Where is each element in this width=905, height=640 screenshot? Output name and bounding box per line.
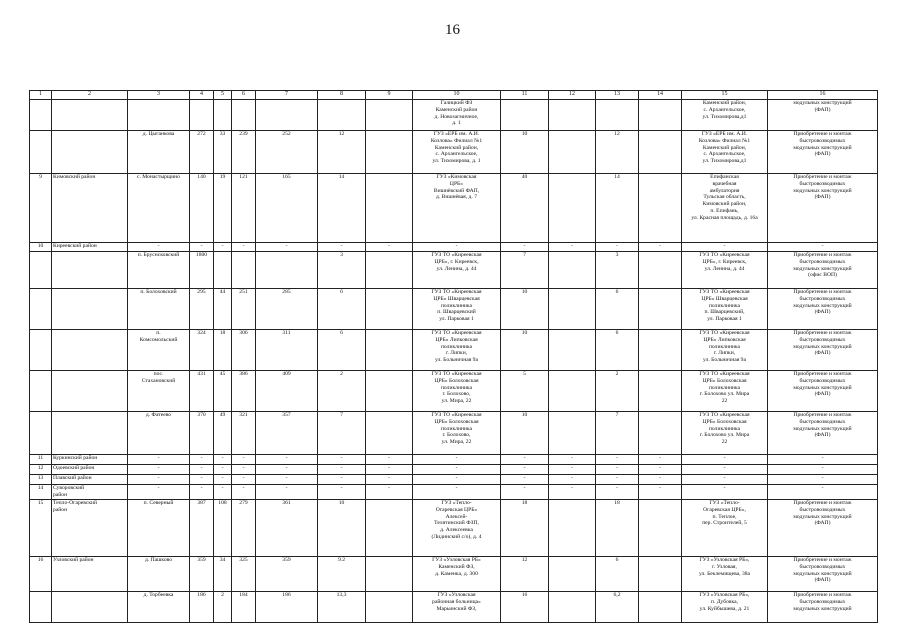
table-cell: 12 xyxy=(30,465,52,475)
table-cell: 272 xyxy=(190,131,214,174)
table-cell: Приобретение и монтаж быстровозводимых модульных конструкций xyxy=(768,592,878,623)
table-cell: - xyxy=(366,485,413,500)
page-number: 16 xyxy=(445,22,460,38)
table-cell: 306 xyxy=(232,330,256,371)
table-cell: 7 xyxy=(596,412,639,455)
table-cell xyxy=(52,592,128,623)
table-cell: 325 xyxy=(232,557,256,592)
table-cell: д. Торбеевка xyxy=(128,592,190,623)
table-cell xyxy=(52,330,128,371)
table-row xyxy=(30,500,878,557)
table-cell: - xyxy=(128,243,190,252)
table-cell: п. Бруснсковский xyxy=(128,252,190,289)
table-cell xyxy=(232,100,256,131)
table-cell: ГУЗ ТО «Киреевская ЦРБ» Болоховская поликлиника г. Болохово, ул. Мира, 22 xyxy=(413,371,501,412)
table-cell: д. Фатеево xyxy=(128,412,190,455)
table-cell: - xyxy=(190,455,214,465)
column-header: 13 xyxy=(596,91,639,100)
table-cell: - xyxy=(413,485,501,500)
table-cell: 33 xyxy=(214,131,232,174)
table-cell: - xyxy=(682,475,768,485)
table-cell: ГУЗ ТО «Киреевская ЦРБ», г. Киреевск, ул. Ленина, д. 44 xyxy=(682,252,768,289)
column-header: 9 xyxy=(366,91,413,100)
table-cell: 431 xyxy=(190,371,214,412)
table-cell: Приобретение и монтаж быстровозводимых модульных конструкций (ФАП) xyxy=(768,371,878,412)
table-cell xyxy=(639,289,682,330)
table-cell: - xyxy=(639,485,682,500)
table-cell: - xyxy=(318,455,366,465)
table-cell: - xyxy=(682,485,768,500)
table-cell: 239 xyxy=(232,131,256,174)
table-cell: 10 xyxy=(501,412,549,455)
table-cell xyxy=(52,131,128,174)
table-cell: 10 xyxy=(501,289,549,330)
table-cell: - xyxy=(214,455,232,465)
table-cell: - xyxy=(596,455,639,465)
table-cell: 409 xyxy=(256,371,318,412)
table-cell: - xyxy=(232,243,256,252)
table-cell: пос. Стахановский xyxy=(128,371,190,412)
table-cell xyxy=(639,131,682,174)
table-cell: - xyxy=(128,465,190,475)
table-cell: 2 xyxy=(318,371,366,412)
table-cell: - xyxy=(413,465,501,475)
table-cell: - xyxy=(256,465,318,475)
table-row xyxy=(30,289,878,330)
table-cell: - xyxy=(190,465,214,475)
table-cell: с. Монастырщино xyxy=(128,174,190,243)
table-cell: ГУЗ ТО «Киреевская ЦРБ» Болоховская поликлиника г. Болохово ул. Мира 22 xyxy=(682,371,768,412)
table-cell xyxy=(549,174,596,243)
table-cell: Узловский район xyxy=(52,557,128,592)
table-cell: ГУЗ ТО «Киреевская ЦРБ» Болоховская поликлиника г. Болохово, ул. Мира, 22 xyxy=(413,412,501,455)
table-cell xyxy=(214,100,232,131)
table-cell: 10 xyxy=(501,131,549,174)
table-row xyxy=(30,465,878,475)
table-row xyxy=(30,100,878,131)
table-cell: п. Комсомольский xyxy=(128,330,190,371)
table-cell: - xyxy=(214,475,232,485)
table-cell: - xyxy=(214,465,232,475)
column-header: 14 xyxy=(639,91,682,100)
table-cell: - xyxy=(256,455,318,465)
table-cell: Приобретение и монтаж быстровозводимых модульных конструкций (ФАП) xyxy=(768,500,878,557)
table-cell: 14 xyxy=(318,174,366,243)
table-cell xyxy=(256,100,318,131)
table-cell: Каменский район, с. Архангельское, ул. Тихомирова,д1 xyxy=(682,100,768,131)
table-cell xyxy=(366,252,413,289)
table-cell: 359 xyxy=(190,557,214,592)
table-cell: 295 xyxy=(190,289,214,330)
table-cell: Киреевский район xyxy=(52,243,128,252)
table-cell: - xyxy=(639,465,682,475)
table-cell xyxy=(639,500,682,557)
table-cell: 19 xyxy=(214,174,232,243)
table-cell: - xyxy=(549,465,596,475)
table-row xyxy=(30,371,878,412)
table-cell: - xyxy=(256,243,318,252)
table-cell: - xyxy=(413,475,501,485)
table-row xyxy=(30,412,878,455)
table-cell: 40 xyxy=(501,174,549,243)
table-cell: - xyxy=(318,243,366,252)
table-cell xyxy=(128,100,190,131)
table-cell: Приобретение и монтаж быстровозводимых модульных конструкций (ФАП) xyxy=(768,131,878,174)
table-row xyxy=(30,174,878,243)
table-cell: Плавский район xyxy=(52,475,128,485)
table-cell: - xyxy=(768,465,878,475)
table-cell: 370 xyxy=(190,412,214,455)
column-header: 15 xyxy=(682,91,768,100)
table-row xyxy=(30,330,878,371)
table-cell: ГУЗ ТО «Киреевская ЦРБ» Липковская поликлиника г. Липки, ул. Больничная 9а xyxy=(682,330,768,371)
table-cell: Приобретение и монтаж быстровозводимых модульных конструкций (ФАП) xyxy=(768,289,878,330)
table-cell xyxy=(30,131,52,174)
table-cell: 12 xyxy=(501,557,549,592)
table-cell xyxy=(366,412,413,455)
table-cell: 49 xyxy=(214,412,232,455)
table-cell: 324 xyxy=(190,330,214,371)
table-cell xyxy=(366,100,413,131)
table-cell xyxy=(639,330,682,371)
table-cell xyxy=(52,412,128,455)
table-cell: - xyxy=(128,455,190,465)
table-cell: 6 xyxy=(596,330,639,371)
table-cell xyxy=(639,252,682,289)
table-cell: - xyxy=(501,485,549,500)
table-cell xyxy=(366,500,413,557)
table-cell: ГУЗ ТО «Киреевская ЦРБ» Шварцевская поликлиника п. Шварцевский ул. Парковая 1 xyxy=(413,289,501,330)
table-cell: 311 xyxy=(256,330,318,371)
table-cell xyxy=(366,330,413,371)
table-cell: 2 xyxy=(214,592,232,623)
table-cell xyxy=(366,131,413,174)
table-cell: Одоевский район xyxy=(52,465,128,475)
table-cell: ГУЗ ТО «Киреевская ЦРБ», г. Киреевск, ул. Ленина, д. 44 xyxy=(413,252,501,289)
table-cell: 6 xyxy=(318,330,366,371)
table-row xyxy=(30,243,878,252)
table-cell: - xyxy=(232,475,256,485)
table-cell xyxy=(549,100,596,131)
table-cell: 285 xyxy=(256,289,318,330)
table-cell xyxy=(232,252,256,289)
table-cell: - xyxy=(549,455,596,465)
table-cell xyxy=(501,100,549,131)
column-header: 12 xyxy=(549,91,596,100)
table-cell: - xyxy=(366,475,413,485)
table-cell: - xyxy=(596,475,639,485)
table-cell: 6 xyxy=(596,557,639,592)
table-cell: - xyxy=(596,485,639,500)
table-cell: 9.2 xyxy=(318,557,366,592)
table-cell: 13,3 xyxy=(318,592,366,623)
table-cell: 386 xyxy=(232,371,256,412)
column-header: 6 xyxy=(232,91,256,100)
table-cell xyxy=(52,252,128,289)
table-cell: - xyxy=(768,243,878,252)
table-cell: - xyxy=(128,475,190,485)
table-cell xyxy=(30,592,52,623)
table-cell: ГУЗ «Кимовская ЦРБ» Вишнёвский ФАП, д. Вишнёвая, д. 7 xyxy=(413,174,501,243)
table-row xyxy=(30,252,878,289)
table-cell: - xyxy=(232,485,256,500)
table-cell: 16 xyxy=(30,557,52,592)
table-cell: - xyxy=(214,485,232,500)
table-cell: 18 xyxy=(501,500,549,557)
table-cell: п. Северный xyxy=(128,500,190,557)
table-cell: д. Пашково xyxy=(128,557,190,592)
table-cell: 1800 xyxy=(190,252,214,289)
table-cell: - xyxy=(366,243,413,252)
table-cell: 359 xyxy=(256,557,318,592)
table-cell: 108 xyxy=(214,500,232,557)
table-cell: 16 xyxy=(501,592,549,623)
table-cell: Куркинский район xyxy=(52,455,128,465)
table-cell: - xyxy=(318,485,366,500)
table-cell: модульных конструкций (ФАП) xyxy=(768,100,878,131)
table-cell: 10 xyxy=(30,243,52,252)
table-cell: ГУЗ ТО «Киреевская ЦРБ» Шварцевская поликлиника п. Шварцевский, ул. Парковая 1 xyxy=(682,289,768,330)
table-cell xyxy=(30,100,52,131)
table-cell: 3 xyxy=(596,252,639,289)
table-cell: - xyxy=(768,475,878,485)
header-row xyxy=(30,91,878,100)
table-cell: - xyxy=(596,465,639,475)
column-header: 8 xyxy=(318,91,366,100)
table-cell xyxy=(52,371,128,412)
table-cell: 18 xyxy=(214,330,232,371)
table-cell xyxy=(549,557,596,592)
table-cell: 6 xyxy=(318,289,366,330)
table-cell: - xyxy=(214,243,232,252)
table-cell: Приобретение и монтаж быстровозводимых модульных конструкций (ФАП) xyxy=(768,330,878,371)
table-cell: - xyxy=(232,465,256,475)
table-cell: 387 xyxy=(190,500,214,557)
table-cell: - xyxy=(501,455,549,465)
table-cell: - xyxy=(596,243,639,252)
table-cell: 140 xyxy=(190,174,214,243)
table-cell: ГУЗ ТО «Киреевская ЦРБ» Болоховская поликлиника г. Болохово ул. Мира 22 xyxy=(682,412,768,455)
table-cell: 10 xyxy=(318,500,366,557)
table-cell: 184 xyxy=(232,592,256,623)
table-cell xyxy=(256,252,318,289)
table-cell: - xyxy=(639,243,682,252)
table-cell xyxy=(366,592,413,623)
table-cell: п. Болоховский xyxy=(128,289,190,330)
table-cell xyxy=(30,252,52,289)
table-cell: - xyxy=(549,243,596,252)
table-cell: ГУЗ «Узловская РБ», п. Дубовка, ул. Куйбышева, д. 21 xyxy=(682,592,768,623)
table-cell xyxy=(366,557,413,592)
table-cell: 251 xyxy=(232,289,256,330)
table-cell: 2 xyxy=(596,371,639,412)
table-cell: 18 xyxy=(596,500,639,557)
table-cell: - xyxy=(768,455,878,465)
table-cell: Кимовский район xyxy=(52,174,128,243)
table-cell: 361 xyxy=(256,500,318,557)
column-header: 4 xyxy=(190,91,214,100)
table-cell xyxy=(639,371,682,412)
table-cell xyxy=(30,371,52,412)
table-cell: - xyxy=(318,475,366,485)
table-cell: Приобретение и монтаж быстровозводимых модульных конструкций (ФАП) xyxy=(768,174,878,243)
table-cell xyxy=(549,252,596,289)
table-cell: ГУЗ «Тепло- Огаревская ЦРБ», п. Теплое, пер. Строителей, 5 xyxy=(682,500,768,557)
table-cell: - xyxy=(682,465,768,475)
table-cell: - xyxy=(366,455,413,465)
table-cell: - xyxy=(190,485,214,500)
table-cell: Приобретение и монтаж быстровозводимых модульных конструкций (ФАП) xyxy=(768,557,878,592)
column-header: 5 xyxy=(214,91,232,100)
table-cell xyxy=(30,330,52,371)
table-cell xyxy=(639,100,682,131)
table-cell: 357 xyxy=(256,412,318,455)
table-cell: Галицкий ФЗ Каменский район д. Новозагмичное, д. 1 xyxy=(413,100,501,131)
table-cell: 44 xyxy=(214,289,232,330)
table-row xyxy=(30,592,878,623)
table-cell: - xyxy=(682,243,768,252)
table-cell: 14 xyxy=(596,174,639,243)
table-cell: 12 xyxy=(596,131,639,174)
table-cell: Приобретение и монтаж быстровозводимых модульных конструкций (ФАП) xyxy=(768,412,878,455)
table-cell xyxy=(549,592,596,623)
table-cell: 14 xyxy=(30,485,52,500)
table-cell: 9 xyxy=(30,174,52,243)
table-cell: - xyxy=(413,243,501,252)
table-cell: 10 xyxy=(501,330,549,371)
table-cell: - xyxy=(232,455,256,465)
table-cell xyxy=(549,371,596,412)
table-cell: - xyxy=(682,455,768,465)
table-cell: 7 xyxy=(318,412,366,455)
table-cell: Суворовский район xyxy=(52,485,128,500)
table-cell xyxy=(30,412,52,455)
table-cell: 121 xyxy=(232,174,256,243)
table-cell xyxy=(30,289,52,330)
table-cell: 6 xyxy=(596,289,639,330)
table-cell: 186 xyxy=(190,592,214,623)
data-table xyxy=(29,90,878,623)
table-cell: ГУЗ ТО «Киреевская ЦРБ» Липковская поликлиника г. Липки, ул. Больничная 9а xyxy=(413,330,501,371)
table-cell xyxy=(366,371,413,412)
column-header: 16 xyxy=(768,91,878,100)
table-cell: 45 xyxy=(214,371,232,412)
table-cell: - xyxy=(501,475,549,485)
table-cell: 3 xyxy=(318,252,366,289)
table-cell: 279 xyxy=(232,500,256,557)
table-cell: Тепло-Огаревский район xyxy=(52,500,128,557)
table-cell: - xyxy=(190,243,214,252)
table-cell: - xyxy=(639,475,682,485)
table-cell xyxy=(366,289,413,330)
table-cell: - xyxy=(256,475,318,485)
table-cell: 34 xyxy=(214,557,232,592)
table-cell xyxy=(639,557,682,592)
column-header: 2 xyxy=(52,91,128,100)
table-cell: - xyxy=(190,475,214,485)
table-cell: - xyxy=(256,485,318,500)
table-cell xyxy=(52,289,128,330)
table-cell: - xyxy=(501,465,549,475)
table-cell: 7 xyxy=(501,252,549,289)
table-cell: - xyxy=(366,465,413,475)
table-cell xyxy=(639,592,682,623)
table-cell: 321 xyxy=(232,412,256,455)
table-cell: - xyxy=(413,455,501,465)
table-row xyxy=(30,455,878,465)
table-cell xyxy=(596,100,639,131)
table-cell: 6,2 xyxy=(596,592,639,623)
table-cell: 5 xyxy=(501,371,549,412)
table-row xyxy=(30,485,878,500)
table-cell: 252 xyxy=(256,131,318,174)
table-cell: 15 xyxy=(30,500,52,557)
table-cell: д. Цыганкова xyxy=(128,131,190,174)
table-cell: - xyxy=(549,475,596,485)
table-cell: Епифанская врачебная амбулатория Тульская область, Кимовский район, п. Епифань, ул. Красная площадь, д. 16а xyxy=(682,174,768,243)
table-row xyxy=(30,557,878,592)
table-cell: ГУЗ «Узловская РБ», г. Узловая, ул. Беклемищева, 38а xyxy=(682,557,768,592)
table-cell xyxy=(366,174,413,243)
table-cell: Приобретение и монтаж быстровозводимых модульных конструкций (офис ВОП) xyxy=(768,252,878,289)
table-cell xyxy=(52,100,128,131)
column-header: 10 xyxy=(413,91,501,100)
column-header: 11 xyxy=(501,91,549,100)
table-cell: 11 xyxy=(30,455,52,465)
table-cell: - xyxy=(501,243,549,252)
table-cell: ГУЗ «Тепло- Огаревская ЦРБ» Алексей- Телятинский ФЗП, д. Алексеевка (Лидинский с/о), д. 4 xyxy=(413,500,501,557)
table-cell xyxy=(318,100,366,131)
table-cell: - xyxy=(639,455,682,465)
table-cell: ГУЗ «Узловская районная больница» Марьинский ФЗ, xyxy=(413,592,501,623)
table-cell xyxy=(549,500,596,557)
column-header: 7 xyxy=(256,91,318,100)
column-header: 1 xyxy=(30,91,52,100)
table-cell xyxy=(549,131,596,174)
table-cell: 186 xyxy=(256,592,318,623)
column-header: 3 xyxy=(128,91,190,100)
table-row xyxy=(30,131,878,174)
table-cell: - xyxy=(549,485,596,500)
table-cell: ГУЗ «Узловская РБ» Каменский ФЗ, д. Каменка, д. 300 xyxy=(413,557,501,592)
table-cell: 165 xyxy=(256,174,318,243)
table-cell xyxy=(214,252,232,289)
table-cell xyxy=(549,289,596,330)
table-cell xyxy=(549,330,596,371)
table-row xyxy=(30,475,878,485)
table-cell xyxy=(549,412,596,455)
table-cell: - xyxy=(128,485,190,500)
table-cell: 12 xyxy=(318,131,366,174)
table-cell: 13 xyxy=(30,475,52,485)
table-cell xyxy=(190,100,214,131)
table-cell xyxy=(639,174,682,243)
table-cell: - xyxy=(318,465,366,475)
table-cell xyxy=(639,412,682,455)
table-cell: ГУЗ «ЕРБ им. А.И. Козлова» Филиал №1 Каменский район, с. Архангельское, ул. Тихомирова,д1 xyxy=(682,131,768,174)
table-cell: - xyxy=(768,485,878,500)
table-cell: ГУЗ «ЕРБ им. А.И. Козлова» Филиал №1 Каменский район, с. Архангельское, ул. Тихомирова, д. 1 xyxy=(413,131,501,174)
